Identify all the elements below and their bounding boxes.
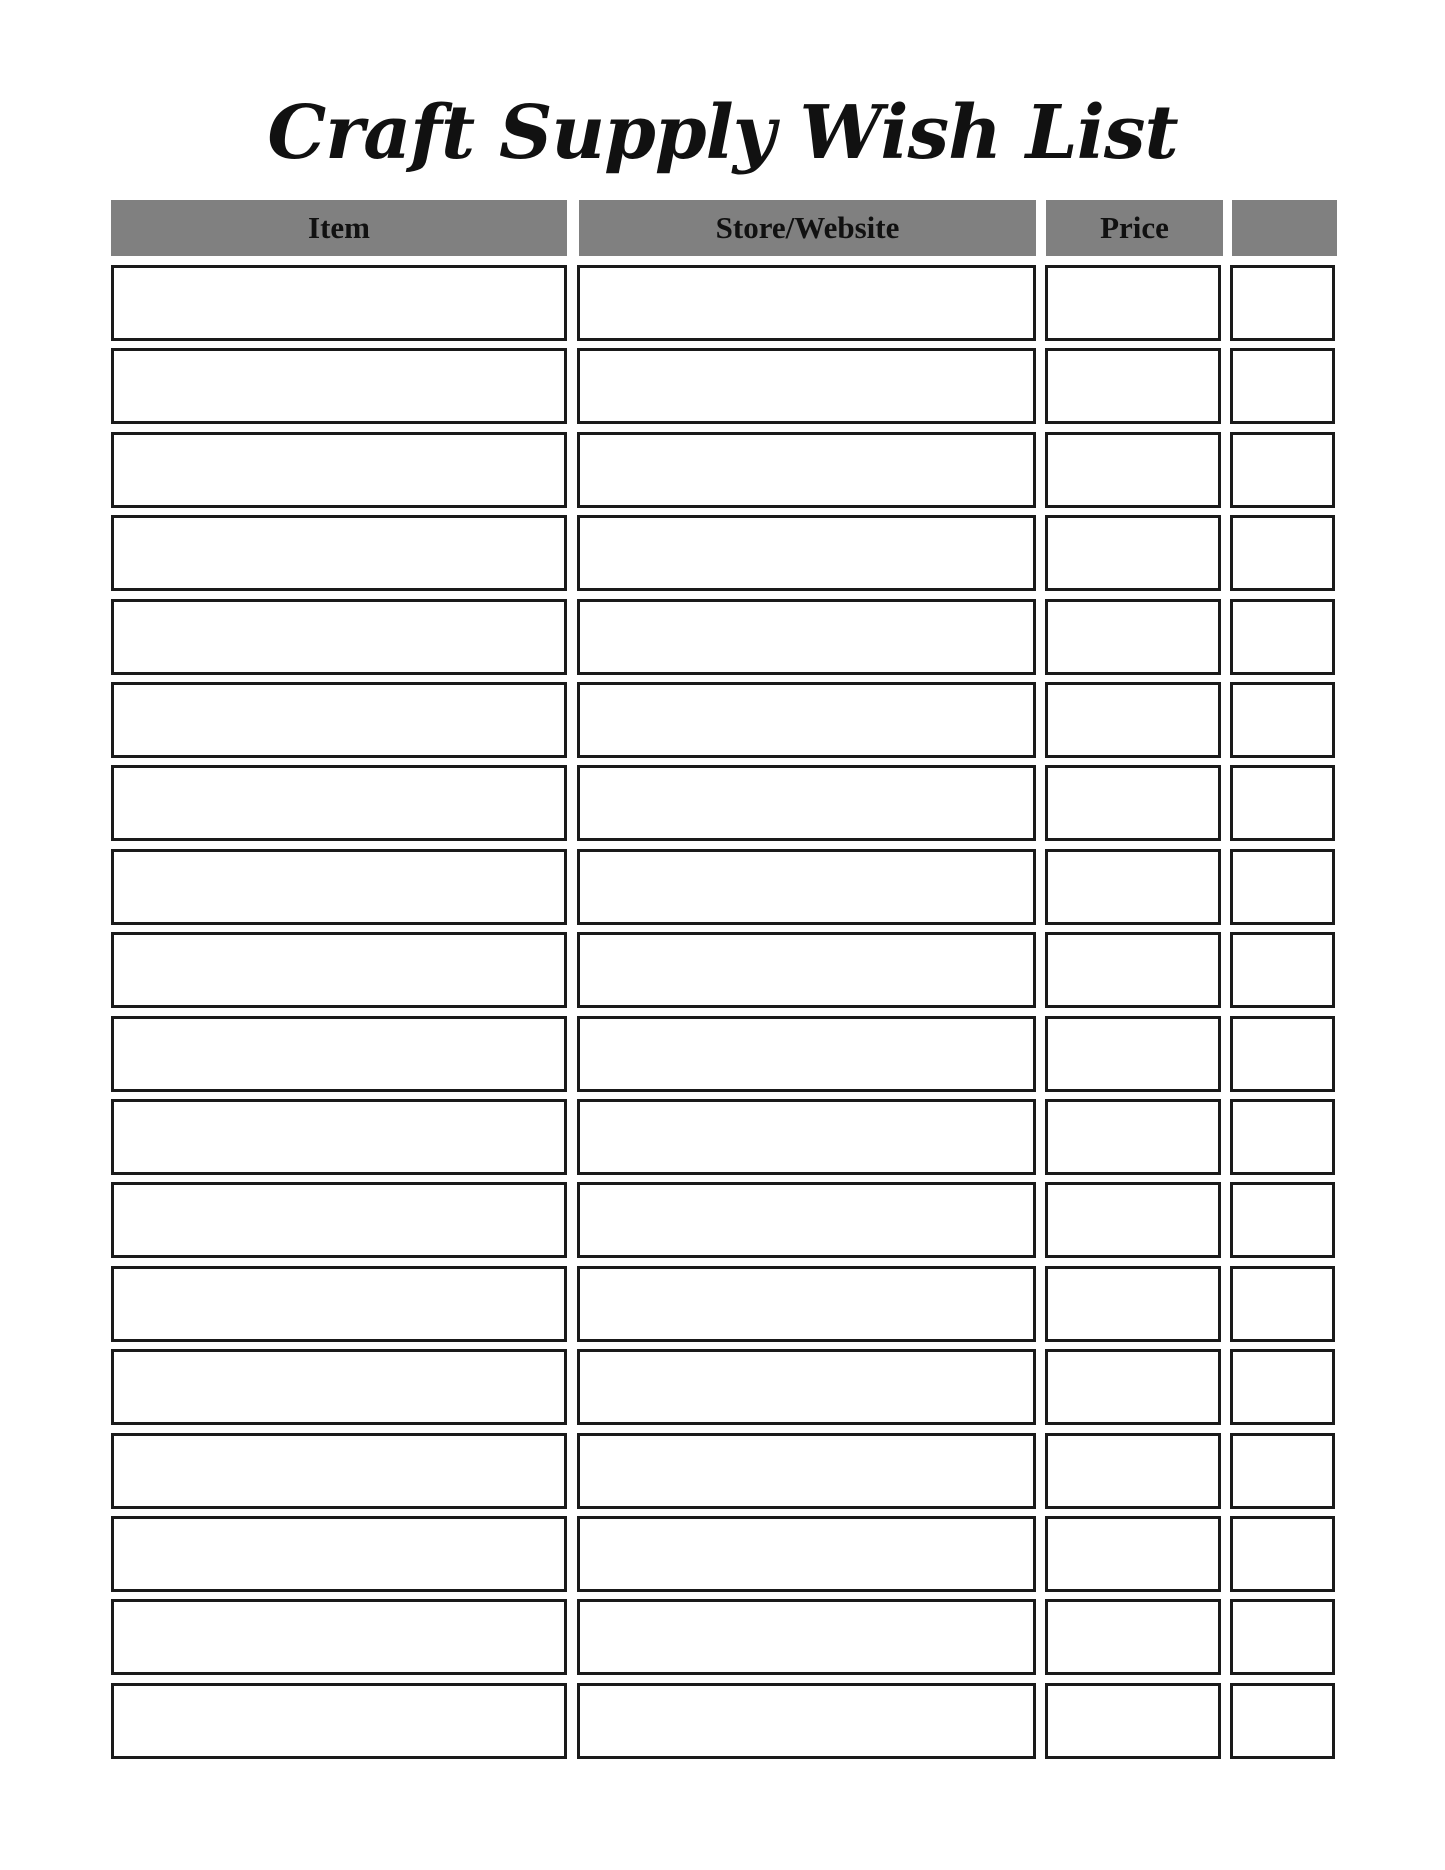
price-cell[interactable]	[1045, 1182, 1221, 1258]
store-website-cell[interactable]	[577, 599, 1036, 675]
item-cell[interactable]	[111, 1433, 567, 1509]
item-cell[interactable]	[111, 348, 567, 424]
extra-cell[interactable]	[1230, 515, 1335, 591]
extra-cell[interactable]	[1230, 432, 1335, 508]
store-website-cell[interactable]	[577, 515, 1036, 591]
store-website-cell[interactable]	[577, 1349, 1036, 1425]
price-cell[interactable]	[1045, 432, 1221, 508]
item-cell[interactable]	[111, 432, 567, 508]
item-cell[interactable]	[111, 599, 567, 675]
store-website-cell[interactable]	[577, 932, 1036, 1008]
price-cell[interactable]	[1045, 849, 1221, 925]
extra-cell[interactable]	[1230, 348, 1335, 424]
extra-cell[interactable]	[1230, 1016, 1335, 1092]
price-cell[interactable]	[1045, 348, 1221, 424]
item-cell[interactable]	[111, 1516, 567, 1592]
store-website-cell[interactable]	[577, 1182, 1036, 1258]
store-website-cell[interactable]	[577, 1599, 1036, 1675]
item-cell[interactable]	[111, 1099, 567, 1175]
item-cell[interactable]	[111, 1599, 567, 1675]
extra-cell[interactable]	[1230, 1599, 1335, 1675]
item-cell[interactable]	[111, 849, 567, 925]
extra-cell[interactable]	[1230, 682, 1335, 758]
item-cell[interactable]	[111, 682, 567, 758]
store-website-cell[interactable]	[577, 1683, 1036, 1759]
column-header-item: Item	[111, 200, 567, 256]
item-cell[interactable]	[111, 932, 567, 1008]
extra-cell[interactable]	[1230, 1516, 1335, 1592]
extra-cell[interactable]	[1230, 849, 1335, 925]
item-cell[interactable]	[111, 1182, 567, 1258]
item-cell[interactable]	[111, 1349, 567, 1425]
price-cell[interactable]	[1045, 1599, 1221, 1675]
item-cell[interactable]	[111, 1266, 567, 1342]
column-header-store-website: Store/Website	[579, 200, 1036, 256]
column-header-extra	[1232, 200, 1337, 256]
extra-cell[interactable]	[1230, 765, 1335, 841]
store-website-cell[interactable]	[577, 1099, 1036, 1175]
price-cell[interactable]	[1045, 265, 1221, 341]
extra-cell[interactable]	[1230, 1099, 1335, 1175]
store-website-cell[interactable]	[577, 348, 1036, 424]
price-cell[interactable]	[1045, 932, 1221, 1008]
store-website-cell[interactable]	[577, 682, 1036, 758]
store-website-cell[interactable]	[577, 1266, 1036, 1342]
page-title: Craft Supply Wish List	[267, 90, 1178, 176]
price-cell[interactable]	[1045, 1433, 1221, 1509]
store-website-cell[interactable]	[577, 1516, 1036, 1592]
extra-cell[interactable]	[1230, 1349, 1335, 1425]
item-cell[interactable]	[111, 1016, 567, 1092]
price-cell[interactable]	[1045, 1266, 1221, 1342]
extra-cell[interactable]	[1230, 599, 1335, 675]
item-cell[interactable]	[111, 515, 567, 591]
price-cell[interactable]	[1045, 765, 1221, 841]
store-website-cell[interactable]	[577, 1016, 1036, 1092]
item-cell[interactable]	[111, 1683, 567, 1759]
extra-cell[interactable]	[1230, 1683, 1335, 1759]
store-website-cell[interactable]	[577, 265, 1036, 341]
extra-cell[interactable]	[1230, 932, 1335, 1008]
extra-cell[interactable]	[1230, 1182, 1335, 1258]
price-cell[interactable]	[1045, 599, 1221, 675]
price-cell[interactable]	[1045, 1099, 1221, 1175]
price-cell[interactable]	[1045, 515, 1221, 591]
price-cell[interactable]	[1045, 682, 1221, 758]
store-website-cell[interactable]	[577, 765, 1036, 841]
store-website-cell[interactable]	[577, 432, 1036, 508]
extra-cell[interactable]	[1230, 1433, 1335, 1509]
price-cell[interactable]	[1045, 1349, 1221, 1425]
column-header-price: Price	[1046, 200, 1223, 256]
extra-cell[interactable]	[1230, 1266, 1335, 1342]
price-cell[interactable]	[1045, 1516, 1221, 1592]
price-cell[interactable]	[1045, 1683, 1221, 1759]
store-website-cell[interactable]	[577, 1433, 1036, 1509]
item-cell[interactable]	[111, 765, 567, 841]
store-website-cell[interactable]	[577, 849, 1036, 925]
item-cell[interactable]	[111, 265, 567, 341]
price-cell[interactable]	[1045, 1016, 1221, 1092]
extra-cell[interactable]	[1230, 265, 1335, 341]
